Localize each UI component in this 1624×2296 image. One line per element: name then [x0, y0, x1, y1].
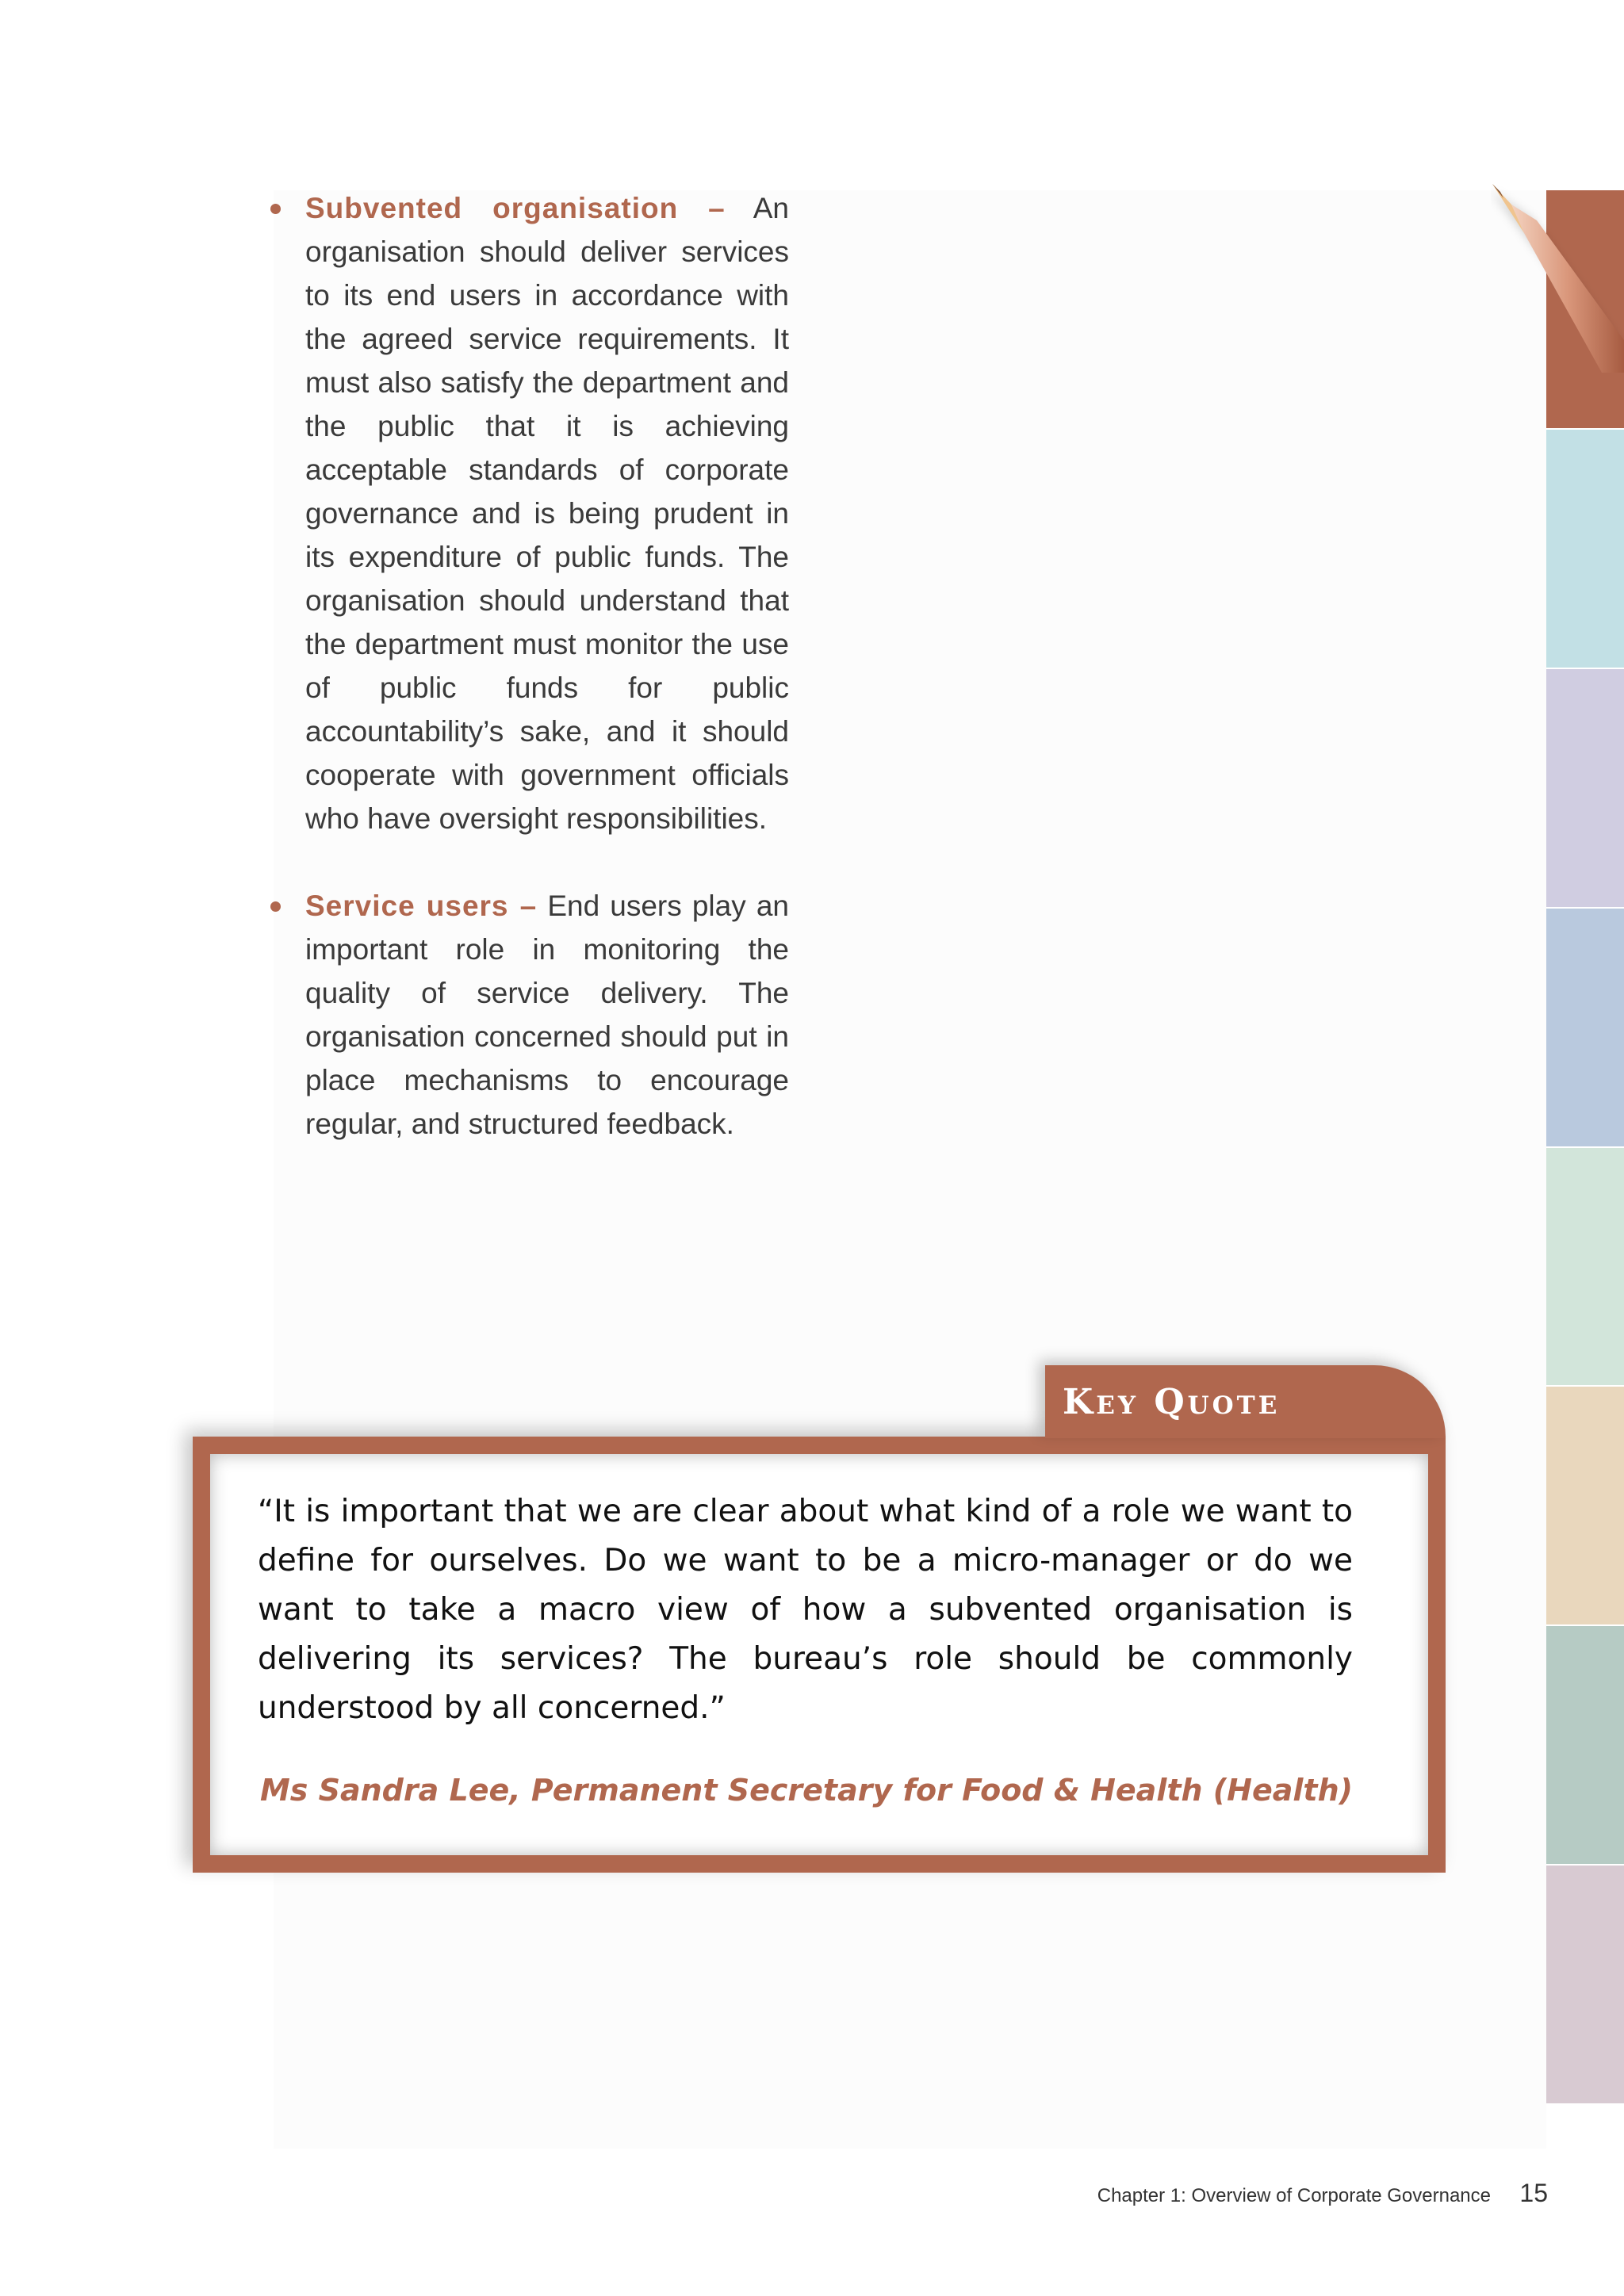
- bullet-list: [266, 186, 789, 1146]
- bullet-item-subvented-organisation: [266, 186, 789, 840]
- bullet-text: End users play an important role in monitoring the quality of service delivery. The organisation concerned should put in place mechanisms to encourage regular, and structured feedback.: [305, 890, 789, 1140]
- page-number: 15: [1519, 2179, 1548, 2207]
- key-quote-text: “It is important that we are clear about what kind of a role we want to define for ourselves. Do we want to be a micro-manager or do we want to take a macro view of how a subvented organisation is delivering its services? The bureau’s role should be commonly understood by all concerned.”: [258, 1494, 1353, 1726]
- chapter-tab[interactable]: [1546, 669, 1624, 909]
- chapter-tab[interactable]: [1546, 430, 1624, 669]
- chapter-tab[interactable]: [1546, 1387, 1624, 1626]
- bullet-term: Service users –: [305, 890, 538, 922]
- key-quote-inner: [210, 1454, 1428, 1855]
- pencil-icon: [1491, 184, 1624, 374]
- key-quote-tab: [1045, 1365, 1446, 1438]
- bullet-text: An organisation should deliver services to its end users in accordance with the agreed service requirements. It must also satisfy the department and the public that it is achieving acceptable standards of corporate governance and is being prudent in its expenditure of public funds. The organisation should understand that the department must monitor the use of public funds for public accountability’s sake, and it should cooperate with government officials who have oversight responsibilities.: [305, 192, 789, 835]
- bullet-dot-icon: [270, 204, 281, 214]
- chapter-tab[interactable]: [1546, 1148, 1624, 1387]
- chapter-tab[interactable]: [1546, 909, 1624, 1148]
- chapter-tab[interactable]: [1546, 1626, 1624, 1866]
- bullet-term: Subvented organisation –: [305, 192, 726, 224]
- chapter-tab[interactable]: [1546, 1866, 1624, 2105]
- key-quote-attribution: Ms Sandra Lee, Permanent Secretary for Food & Health (Health): [259, 1773, 1353, 1808]
- chapter-tab-strip: [1546, 190, 1624, 2105]
- key-quote-label: Key Quote: [1063, 1381, 1281, 1422]
- bullet-item-service-users: [266, 884, 789, 1146]
- bullet-dot-icon: [270, 901, 281, 912]
- key-quote-box: [193, 1437, 1446, 1873]
- footer-chapter-title: Chapter 1: Overview of Corporate Governance: [1097, 2185, 1491, 2206]
